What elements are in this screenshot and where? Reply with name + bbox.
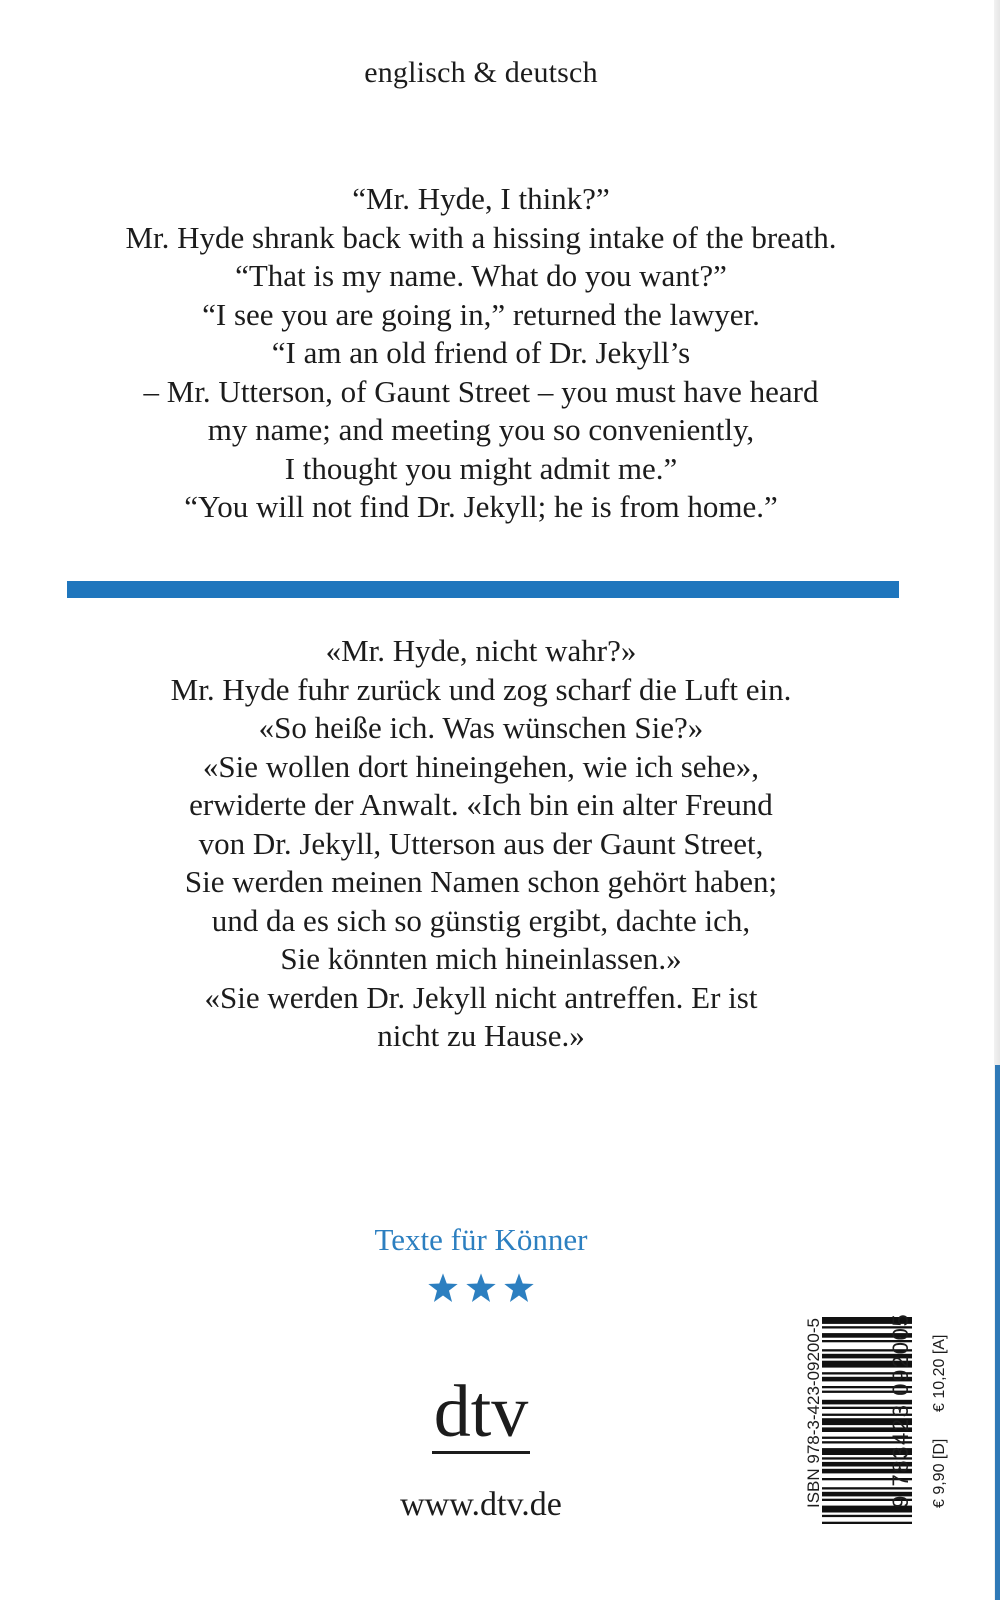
difficulty-rating xyxy=(0,1272,962,1304)
german-excerpt xyxy=(0,632,962,1056)
german-excerpt-line: erwiderte der Anwalt. «Ich bin ein alter Freund xyxy=(189,787,773,822)
publisher-website: www.dtv.de xyxy=(400,1486,562,1523)
price-germany: € 9,90 [D] xyxy=(931,1438,948,1508)
german-excerpt-line: «Mr. Hyde, nicht wahr?» xyxy=(325,633,637,668)
english-excerpt xyxy=(0,180,962,527)
english-excerpt-line: “That is my name. What do you want?” xyxy=(235,258,727,293)
star-icon xyxy=(465,1272,497,1304)
english-excerpt-line: – Mr. Utterson, of Gaunt Street – you must have heard xyxy=(143,373,819,409)
german-excerpt-line: nicht zu Hause.» xyxy=(377,1018,585,1053)
publisher-logo-text: dtv xyxy=(433,1371,529,1453)
english-excerpt-line: my name; and meeting you so conveniently, xyxy=(207,412,755,447)
german-excerpt-line: «So heiße ich. Was wünschen Sie?» xyxy=(258,710,704,745)
german-excerpt-line: von Dr. Jekyll, Utterson aus der Gaunt Street, xyxy=(198,825,764,861)
star-icon xyxy=(503,1272,535,1304)
spine-accent-stripe xyxy=(995,1065,1000,1600)
english-excerpt-line: “You will not find Dr. Jekyll; he is from home.” xyxy=(184,489,778,524)
english-excerpt-line: “I am an old friend of Dr. Jekyll’s xyxy=(271,335,691,370)
english-excerpt-line: “Mr. Hyde, I think?” xyxy=(352,181,610,216)
isbn-number: ISBN 978-3-423-09200-5 xyxy=(804,1318,823,1508)
german-excerpt-line: Mr. Hyde fuhr zurück und zog scharf die Luft ein. xyxy=(170,671,792,707)
german-excerpt-line: Sie werden meinen Namen schon gehört haben; xyxy=(184,864,778,899)
language-subtitle: englisch & deutsch xyxy=(364,56,598,89)
star-icon xyxy=(427,1272,459,1304)
german-excerpt-line: Sie könnten mich hineinlassen.» xyxy=(280,941,682,976)
german-excerpt-line: und da es sich so günstig ergibt, dachte ich, xyxy=(211,902,751,938)
english-excerpt-line: I thought you might admit me.” xyxy=(284,450,678,486)
series-title: Texte für Könner xyxy=(374,1222,588,1257)
german-excerpt-line: «Sie wollen dort hineingehen, wie ich sehe», xyxy=(202,748,760,784)
english-excerpt-line: “I see you are going in,” returned the lawyer. xyxy=(202,296,760,332)
english-excerpt-line: Mr. Hyde shrank back with a hissing intake of the breath. xyxy=(125,219,837,255)
price-austria: € 10,20 [A] xyxy=(931,1334,948,1412)
blue-divider xyxy=(67,581,899,598)
barcode-digits: 9 783423 092005 xyxy=(888,1312,913,1508)
german-excerpt-line: «Sie werden Dr. Jekyll nicht antreffen. Er ist xyxy=(204,979,758,1015)
